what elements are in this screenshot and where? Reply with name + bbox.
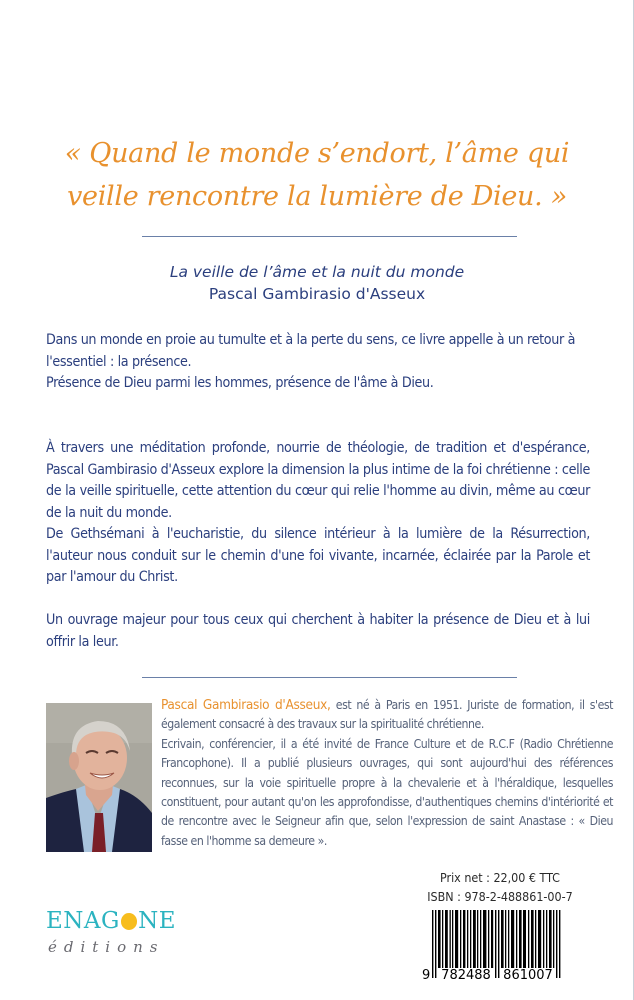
- divider-bottom: [142, 677, 517, 678]
- pull-quote: [0, 132, 634, 218]
- publisher-brand: [46, 908, 176, 934]
- author-bio-text: est né à Paris en 1951. Juriste de formation, il s'est également consacré à des travaux sur la spiritualité chrétienne.: [161, 698, 613, 732]
- barcode-group-left: 782488: [437, 968, 495, 984]
- sun-icon: [121, 913, 137, 930]
- description-paragraph-1-line-2: Présence de Dieu parmi les hommes, présence de l'âme à Dieu.: [46, 375, 434, 391]
- publisher-brand-right: NE: [138, 908, 176, 934]
- title-block: [0, 261, 634, 305]
- price-label: Prix net : 22,00 € TTC: [440, 870, 560, 885]
- author-portrait-icon: [46, 703, 152, 852]
- barcode-digit-first: 9: [422, 968, 431, 983]
- book-author: Pascal Gambirasio d'Asseux: [208, 285, 426, 303]
- isbn-label: ISBN : 978-2-488861-00-7: [427, 889, 573, 904]
- description-paragraph-2-text: À travers une méditation profonde, nourrie de théologie, de tradition et d'espérance, Pascal Gambirasio d'Asseux explore la dimension la plus intime de la foi chrétienne : celle de la veille spirituelle, cette attention du cœur qui relie l'homme au divin, même au cœur de la nuit du monde.: [46, 440, 590, 521]
- quote-line-1: « Quand le monde s’endort, l’âme qui: [64, 138, 570, 169]
- description-paragraph-4-text: Un ouvrage majeur pour tous ceux qui cherchent à habiter la présence de Dieu et à lui offrir la leur.: [46, 612, 590, 650]
- publisher-subtitle: éditions: [48, 938, 165, 956]
- publisher-brand-left: ENAG: [46, 908, 120, 934]
- description-paragraph-4: [46, 610, 590, 653]
- divider-top: [142, 236, 517, 237]
- barcode: [422, 910, 572, 990]
- author-bio: [161, 696, 613, 851]
- publisher-logo: [46, 908, 176, 958]
- price-block: [400, 868, 600, 906]
- description-paragraph-1: [46, 330, 590, 395]
- barcode-group-right: 861007: [500, 968, 556, 984]
- quote-line-2: veille rencontre la lumière de Dieu. »: [67, 181, 567, 212]
- description-paragraph-3: [46, 524, 590, 589]
- description-paragraph-1-line-1: Dans un monde en proie au tumulte et à la perte du sens, ce livre appelle à un retour à l'essentiel : la présence.: [46, 332, 576, 370]
- description-paragraph-2: [46, 438, 590, 524]
- book-title: La veille de l’âme et la nuit du monde: [169, 263, 465, 281]
- author-bio-name: Pascal Gambirasio d'Asseux,: [161, 697, 331, 713]
- author-bio-text-2: Ecrivain, conférencier, il a été invité de France Culture et de R.C.F (Radio Chrétienne Francophone). Il a publié plusieurs ouvrages, qui sont aujourd'hui des références reconnues, sur la voie spirituelle propre à la chevalerie et à l'héraldique, lesquelles constituent, pour autant qu'on les approfondisse, d'authentiques chemins d'intériorité et de rencontre avec le Seigneur afin que, selon l'expression de saint Anastase : « Dieu fasse en l'homme sa demeure ».: [161, 736, 613, 848]
- author-photo: [46, 703, 152, 852]
- description-paragraph-3-text: De Gethsémani à l'eucharistie, du silence intérieur à la lumière de la Résurrection, l'auteur nous conduit sur le chemin d'une foi vivante, incarnée, éclairée par la Parole et par l'amour du Christ.: [46, 526, 590, 585]
